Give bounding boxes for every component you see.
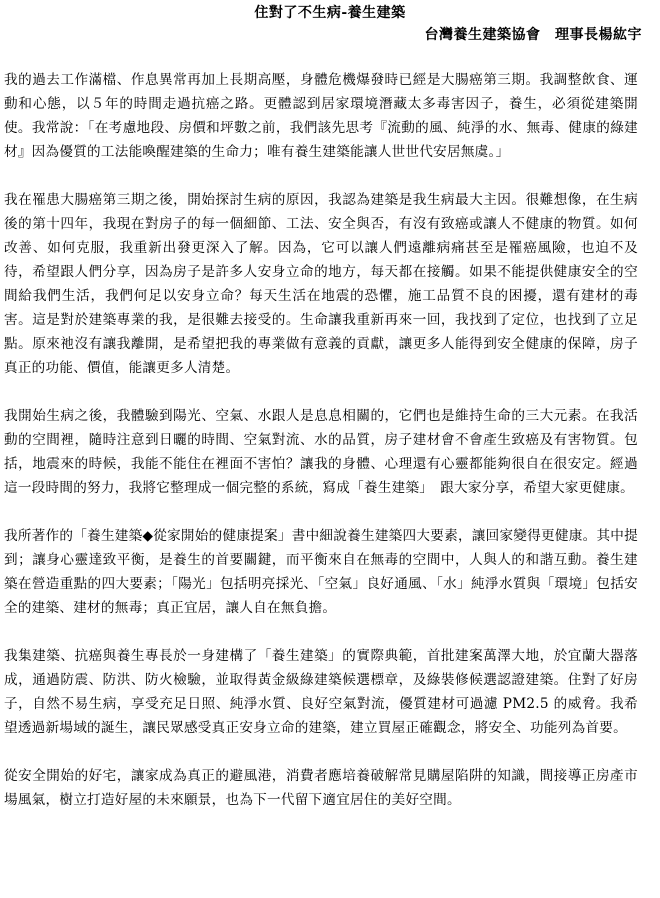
paragraph-4: 我所著作的「養生建築◆從家開始的健康提案」書中細說養生建築四大要素，讓回家變得更健康。其中提到；讓身心靈達致平衡，是養生的首要關鍵，而平衡來自在無毒的空間中，人與人的和諧互動。養生建築在營造重點的四大要素；「陽光」包括明亮採光、「空氣」良好通風、「水」純淨水質與「環境」包括安全的建築、建材的無毒；真正宜居，讓人自在無負擔。: [4, 528, 638, 616]
paragraph-5: 我集建築、抗癌與養生專長於一身建構了「養生建築」的實際典範，首批建案萬澤大地，於宜蘭大器落成，通過防震、防洪、防火檢驗，並取得黃金級綠建築候選標章，及綠裝修候選認證建築。住對了好房子，自然不易生病，享受充足日照、純淨水質、良好空氣對流，優質建材可過濾 PM2.5 的威脅。我希望透過新場域的誕生，讓民眾感受真正安身立命的建築，建立買屋正確觀念，將安全、功能列為首要。: [4, 648, 638, 736]
paragraph-1: 我的過去工作滿檔、作息異常再加上長期高壓，身體危機爆發時已經是大腸癌第三期。我調整飲食、運動和心態，以５年的時間走過抗癌之路。更體認到居家環境潛藏太多毒害因子，養生，必須從建築開使。我常說：「在考慮地段、房價和坪數之前，我們該先思考『流動的風、純淨的水、無毒、健康的綠建材』因為優質的工法能喚醒建築的生命力；唯有養生建築能讓人世世代安居無虞。」: [4, 72, 638, 160]
article-body: [4, 68, 638, 836]
paragraph-2: 我在罹患大腸癌第三期之後，開始探討生病的原因，我認為建築是我生病最大主因。很難想像，在生病後的第十四年，我現在對房子的每一個細節、工法、安全與否，有沒有致癌或讓人不健康的物質。如何改善、如何克服，我重新出發更深入了解。因為，它可以讓人們遠離病痛甚至是罹癌風險，也迫不及待，希望跟人們分享，因為房子是許多人安身立命的地方，每天都在接觸。如果不能提供健康安全的空間給我們生活，我們何足以安身立命？每天生活在地震的恐懼，施工品質不良的困擾，還有建材的毒害。這是對於建築專業的我，是很難去接受的。生命讓我重新再來一回，我找到了定位，也找到了立足點。原來祂沒有讓我離開，是希望把我的專業做有意義的貢獻，讓更多人能得到安全健康的保障，房子真正的功能、價值，能讓更多人清楚。: [4, 192, 638, 376]
document-title: 住對了不生病-養生建築: [254, 5, 406, 21]
author-line: 台灣養生建築協會 理事長楊紘宇: [424, 27, 642, 43]
paragraph-6: 從安全開始的好宅，讓家成為真正的避風港，消費者應培養破解常見購屋陷阱的知識，間接導正房產市場風氣，樹立打造好屋的未來願景，也為下一代留下適宜居住的美好空間。: [4, 768, 638, 808]
paragraph-3: 我開始生病之後，我體驗到陽光、空氣、水跟人是息息相關的，它們也是維持生命的三大元素。在我活動的空間裡，隨時注意到日曬的時間、空氣對流、水的品質，房子建材會不會產生致癌及有害物質。包括，地震來的時候，我能不能住在裡面不害怕？讓我的身體、心理還有心靈都能夠很自在很安定。經過這一段時間的努力，我將它整理成一個完整的系統，寫成「養生建築」 跟大家分享，希望大家更健康。: [4, 408, 638, 496]
